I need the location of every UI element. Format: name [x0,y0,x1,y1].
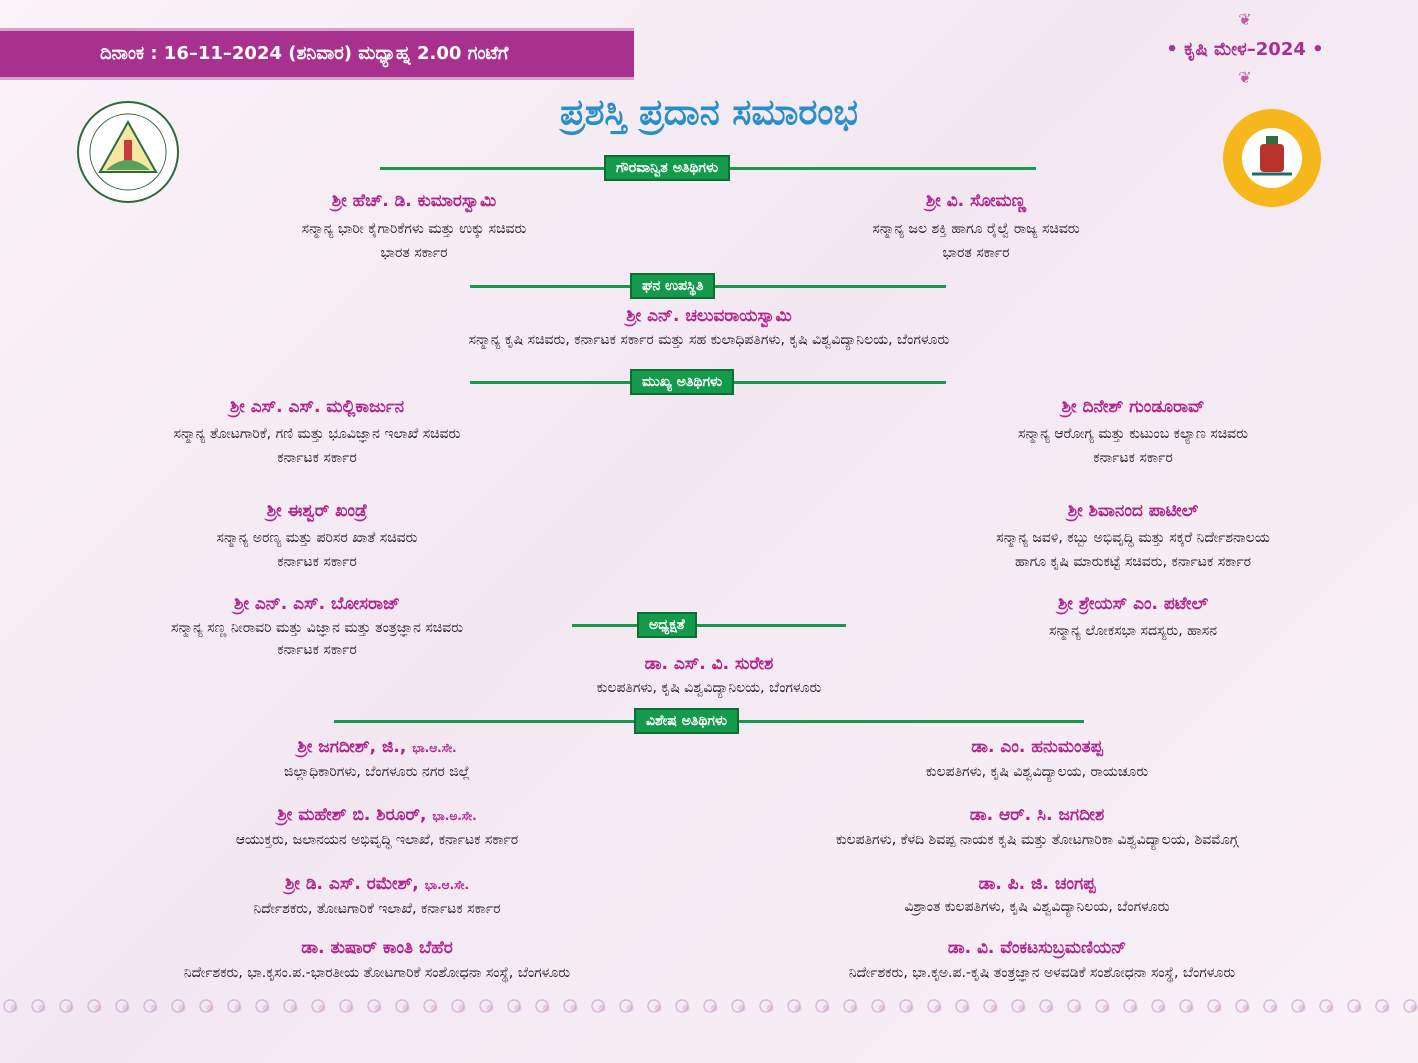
date-text: ದಿನಾಂಕ : 16–11–2024 (ಶನಿವಾರ) ಮಧ್ಯಾಹ್ನ 2.00 ಗಂಟೆಗೆ [100,43,509,64]
guest-title: ನಿರ್ದೇಶಕರು, ತೋಟಗಾರಿಕೆ ಇಲಾಖೆ, ಕರ್ನಾಟಕ ಸರ್ಕಾರ [253,901,501,917]
guest-title: ಕುಲಪತಿಗಳು, ಕೃಷಿ ವಿಶ್ವವಿದ್ಯಾಲಯ, ರಾಯಚೂರು [925,764,1149,780]
guest-title: ಕುಲಪತಿಗಳು, ಕೃಷಿ ವಿಶ್ವವಿದ್ಯಾನಿಲಯ, ಬೆಂಗಳೂರು [596,680,822,696]
guest-name: ಶ್ರೀ ಶ್ರೇಯಸ್ ಎಂ. ಪಟೇಲ್ [1057,594,1209,614]
guest-name [177,874,577,894]
guest-title: ಕುಲಪತಿಗಳು, ಕೆಳದಿ ಶಿವಪ್ಪ ನಾಯಕ ಕೃಷಿ ಮತ್ತು ತೋಟಗಾರಿಕಾ ವಿಶ್ವವಿದ್ಯಾಲಯ, ಶಿವಮೊಗ್ಗ [835,832,1239,848]
guest-title: ಸನ್ಮಾನ್ಯ ಕೃಷಿ ಸಚಿವರು, ಕರ್ನಾಟಕ ಸರ್ಕಾರ ಮತ್ತು ಸಹ ಕುಲಾಧಿಪತಿಗಳು, ಕೃಷಿ ವಿಶ್ವವಿದ್ಯಾನಿಲಯ, ಬೆಂಗಳೂರು [468,332,950,348]
service-suffix: ಭಾ.ಅ.ಸೇ. [432,809,477,823]
section-tag-honored: ಗೌರವಾನ್ವಿತ ಅತಿಥಿಗಳು [604,155,730,181]
date-banner [0,28,634,80]
guest-title: ಸನ್ಮಾನ್ಯ ತೋಟಗಾರಿಕೆ, ಗಣಿ ಮತ್ತು ಭೂವಿಜ್ಞಾನ ಇಲಾಖೆ ಸಚಿವರು [173,426,461,442]
guest-name: ಶ್ರೀ ಎಸ್. ಎಸ್. ಮಲ್ಲಿಕಾರ್ಜುನ [229,397,405,417]
guest-title: ವಿಶ್ರಾಂತ ಕುಲಪತಿಗಳು, ಕೃಷಿ ವಿಶ್ವವಿದ್ಯಾನಿಲಯ, ಬೆಂಗಳೂರು [904,899,1170,915]
guest-name: ಡಾ. ತುಷಾರ್ ಕಾಂತಿ ಬೆಹೆರ [301,938,453,958]
university-logo-icon [76,100,180,204]
guest-title: ನಿರ್ದೇಶಕರು, ಭಾ.ಕೃಅ.ಪ.-ಕೃಷಿ ತಂತ್ರಜ್ಞಾನ ಅಳವಡಿಕೆ ಸಂಶೋಧನಾ ಸಂಸ್ಥೆ, ಬೆಂಗಳೂರು [848,965,1236,981]
guest-title: ಆಯುಕ್ತರು, ಜಲಾನಯನ ಅಭಿವೃದ್ಧಿ ಇಲಾಖೆ, ಕರ್ನಾಟಕ ಸರ್ಕಾರ [235,832,519,848]
guest-name: ಶ್ರೀ ದಿನೇಶ್ ಗುಂಡೂರಾವ್ [1061,397,1205,417]
section-tag-chief: ಮುಖ್ಯ ಅತಿಥಿಗಳು [630,369,734,395]
guest-title: ಸನ್ಮಾನ್ಯ ಲೋಕಸಭಾ ಸದಸ್ಯರು, ಹಾಸನ [1049,623,1217,639]
guest-name: ಶ್ರೀ ವಿ. ಸೋಮಣ್ಣ [925,191,1027,211]
guest-name-text: ಶ್ರೀ ಜಗದೀಶ್, ಜಿ., [297,737,407,757]
decorative-border [0,992,1418,1063]
guest-name: ಡಾ. ಪಿ. ಜಿ. ಚಂಗಪ್ಪ [978,874,1096,894]
guest-name: ಶ್ರೀ ಈಶ್ವರ್ ಖಂಡ್ರೆ [266,501,368,521]
guest-title: ಸನ್ಮಾನ್ಯ ಜಲ ಶಕ್ತಿ ಹಾಗೂ ರೈಲ್ವೆ ರಾಜ್ಯ ಸಚಿವರು [872,221,1080,237]
service-suffix: ಭಾ.ಆ.ಸೇ. [424,878,470,892]
guest-org: ಹಾಗೂ ಕೃಷಿ ಮಾರುಕಟ್ಟೆ ಸಚಿವರು, ಕರ್ನಾಟಕ ಸರ್ಕಾರ [1014,554,1252,570]
guest-title: ಸನ್ಮಾನ್ಯ ಭಾರೀ ಕೈಗಾರಿಕೆಗಳು ಮತ್ತು ಉಕ್ಕು ಸಚಿವರು [301,221,527,237]
ornament-icon: ❦ [1238,68,1252,87]
section-divider [572,624,846,627]
guest-org: ಭಾರತ ಸರ್ಕಾರ [380,245,448,261]
guest-name-text: ಶ್ರೀ ಡಿ. ಎಸ್. ರಮೇಶ್, [284,874,419,894]
guest-title: ನಿರ್ದೇಶಕರು, ಭಾ.ಕೃಸಂ.ಪ.-ಭಾರತೀಯ ತೋಟಗಾರಿಕೆ ಸಂಶೋಧನಾ ಸಂಸ್ಥೆ, ಬೆಂಗಳೂರು [183,965,571,981]
guest-org: ಕರ್ನಾಟಕ ಸರ್ಕಾರ [277,642,357,658]
guest-title: ಸನ್ಮಾನ್ಯ ಅರಣ್ಯ ಮತ್ತು ಪರಿಸರ ಖಾತೆ ಸಚಿವರು [216,530,418,546]
guest-name: ಶ್ರೀ ಹೆಚ್. ಡಿ. ಕುಮಾರಸ್ವಾಮಿ [331,191,497,211]
guest-name: ಶ್ರೀ ಎನ್. ಎಸ್. ಬೋಸರಾಜ್ [234,594,400,614]
guest-org: ಕರ್ನಾಟಕ ಸರ್ಕಾರ [1093,450,1173,466]
event-label: • ಕೃಷಿ ಮೇಳ–2024 • [1166,39,1324,60]
guest-org: ಕರ್ನಾಟಕ ಸರ್ಕಾರ [277,450,357,466]
guest-name: ಡಾ. ಎಸ್. ವಿ. ಸುರೇಶ [644,654,774,674]
guest-title: ಜಿಲ್ಲಾಧಿಕಾರಿಗಳು, ಬೆಂಗಳೂರು ನಗರ ಜಿಲ್ಲೆ [284,764,470,780]
guest-name: ಡಾ. ಎಂ. ಹನುಮಂತಪ್ಪ [971,737,1103,757]
guest-title: ಸನ್ಮಾನ್ಯ ಜವಳಿ, ಕಬ್ಬು ಅಭಿವೃದ್ಧಿ ಮತ್ತು ಸಕ್ಕರೆ ನಿರ್ದೇಶನಾಲಯ [996,530,1270,546]
guest-name: ಶ್ರೀ ಎನ್. ಚಲುವರಾಯಸ್ವಾಮಿ [626,306,792,326]
guest-name-text: ಶ್ರೀ ಮಹೇಶ್ ಬಿ. ಶಿರೂರ್, [277,805,427,825]
service-suffix: ಭಾ.ಆ.ಸೇ. [412,741,457,755]
guest-title: ಸನ್ಮಾನ್ಯ ಸಣ್ಣ ನೀರಾವರಿ ಮತ್ತು ವಿಜ್ಞಾನ ಮತ್ತು ತಂತ್ರಜ್ಞಾನ ಸಚಿವರು [170,620,464,636]
section-tag-presidency: ಅಧ್ಯಕ್ಷತೆ [637,612,697,638]
guest-name: ಡಾ. ಆರ್. ಸಿ. ಜಗದೀಶ [969,805,1105,825]
page-title: ಪ್ರಶಸ್ತಿ ಪ್ರದಾನ ಸಮಾರಂಭ [560,92,858,133]
guest-name [177,737,577,757]
guest-org: ಭಾರತ ಸರ್ಕಾರ [942,245,1010,261]
ornament-icon: ❦ [1238,10,1252,29]
guest-title: ಸನ್ಮಾನ್ಯ ಆರೋಗ್ಯ ಮತ್ತು ಕುಟುಂಬ ಕಲ್ಯಾಣ ಸಚಿವರು [1018,426,1248,442]
karnataka-govt-logo-icon [1222,108,1322,208]
section-tag-special: ವಿಶೇಷ ಅತಿಥಿಗಳು [634,708,739,734]
guest-name: ಶ್ರೀ ಶಿವಾನಂದ ಪಾಟೀಲ್ [1067,501,1199,521]
guest-name [177,805,577,825]
guest-name: ಡಾ. ವಿ. ವೆಂಕಟಸುಬ್ರಮಣಿಯನ್ [947,938,1127,958]
section-tag-presence: ಘನ ಉಪಸ್ಥಿತಿ [630,273,715,299]
guest-org: ಕರ್ನಾಟಕ ಸರ್ಕಾರ [277,554,357,570]
